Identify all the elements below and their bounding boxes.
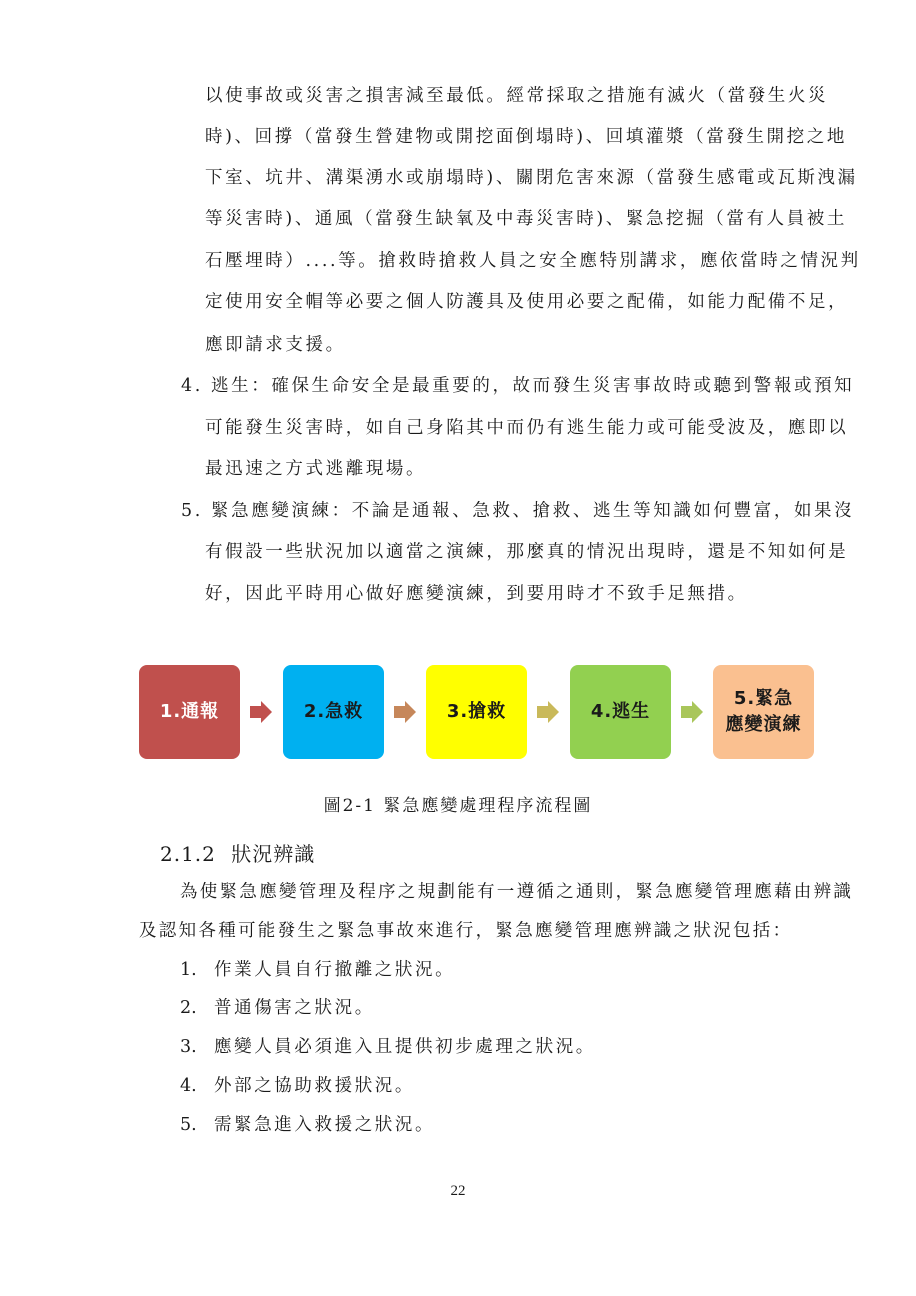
flow-step-escape [570, 665, 671, 759]
arrow-right-icon [681, 701, 703, 723]
text-line: 4. 逃生：確保生命安全是最重要的，故而發生災害事故時或聽到警報或預知 [181, 376, 855, 396]
text-line: 以使事故或災害之損害減至最低。經常採取之措施有滅火（當發生火災 [205, 86, 829, 106]
arrow-right-icon [537, 701, 559, 723]
list-number: 5. [180, 1115, 197, 1135]
flow-step-rescue [426, 665, 527, 759]
list-number: 4. [180, 1076, 197, 1096]
flow-step-label: 2.急救 [303, 701, 364, 722]
list-item [180, 996, 375, 1020]
flow-step-label: 5.緊急應變演練 [725, 688, 802, 735]
page-number: 22 [450, 1183, 466, 1199]
text-line: 應即請求支援。 [205, 335, 346, 355]
arrow-right-icon [250, 701, 272, 723]
section-title: 狀況辨識 [231, 842, 316, 866]
list-text: 應變人員必須進入且提供初步處理之狀況。 [214, 1037, 596, 1057]
section-number: 2.1.2 [160, 842, 216, 866]
flow-step-label: 1.通報 [159, 701, 220, 722]
text-line: 5. 緊急應變演練：不論是通報、急救、搶救、逃生等知識如何豐富，如果沒 [181, 501, 855, 521]
flow-step-first-aid [283, 665, 384, 759]
text-line: 時)、回撐（當發生營建物或開挖面倒塌時)、回填灌漿（當發生開挖之地 [205, 127, 847, 147]
text-line: 可能發生災害時，如自己身陷其中而仍有逃生能力或可能受波及，應即以 [205, 418, 849, 438]
list-number: 3. [180, 1037, 197, 1057]
list-text: 需緊急進入救援之狀況。 [214, 1115, 436, 1135]
flow-step-label: 4.逃生 [590, 701, 651, 722]
text-line: 石壓埋時）....等。搶救時搶救人員之安全應特別講求，應依當時之情況判 [205, 251, 861, 271]
flow-step-report [139, 665, 240, 759]
text-line: 好，因此平時用心做好應變演練，到要用時才不致手足無措。 [205, 584, 748, 604]
text-line: 為使緊急應變管理及程序之規劃能有一遵循之通則，緊急應變管理應藉由辨識 [180, 882, 854, 902]
arrow-right-icon [394, 701, 416, 723]
text-line: 最迅速之方式逃離現場。 [205, 459, 427, 479]
text-line: 及認知各種可能發生之緊急事故來進行，緊急應變管理應辨識之狀況包括： [139, 921, 793, 941]
list-text: 普通傷害之狀況。 [214, 998, 375, 1018]
list-text: 外部之協助救援狀況。 [214, 1076, 415, 1096]
list-number: 1. [180, 960, 197, 980]
text-line: 等災害時)、通風（當發生缺氧及中毒災害時)、緊急挖掘（當有人員被土 [205, 209, 847, 229]
list-item [180, 958, 455, 982]
text-line: 定使用安全帽等必要之個人防護具及使用必要之配備，如能力配備不足， [205, 292, 849, 312]
list-item [180, 1035, 596, 1059]
list-number: 2. [180, 998, 197, 1018]
emergency-flowchart [139, 665, 819, 759]
figure-caption: 圖2-1 緊急應變處理程序流程圖 [323, 796, 593, 816]
list-text: 作業人員自行撤離之狀況。 [214, 960, 456, 980]
section-heading [160, 838, 315, 867]
text-line: 下室、坑井、溝渠湧水或崩塌時)、關閉危害來源（當發生感電或瓦斯洩漏 [205, 168, 858, 188]
list-item [180, 1113, 435, 1137]
text-line: 有假設一些狀況加以適當之演練，那麼真的情況出現時，還是不知如何是 [205, 542, 849, 562]
flow-step-drill [713, 665, 814, 759]
list-item [180, 1074, 415, 1098]
flow-step-label: 3.搶救 [446, 701, 507, 722]
